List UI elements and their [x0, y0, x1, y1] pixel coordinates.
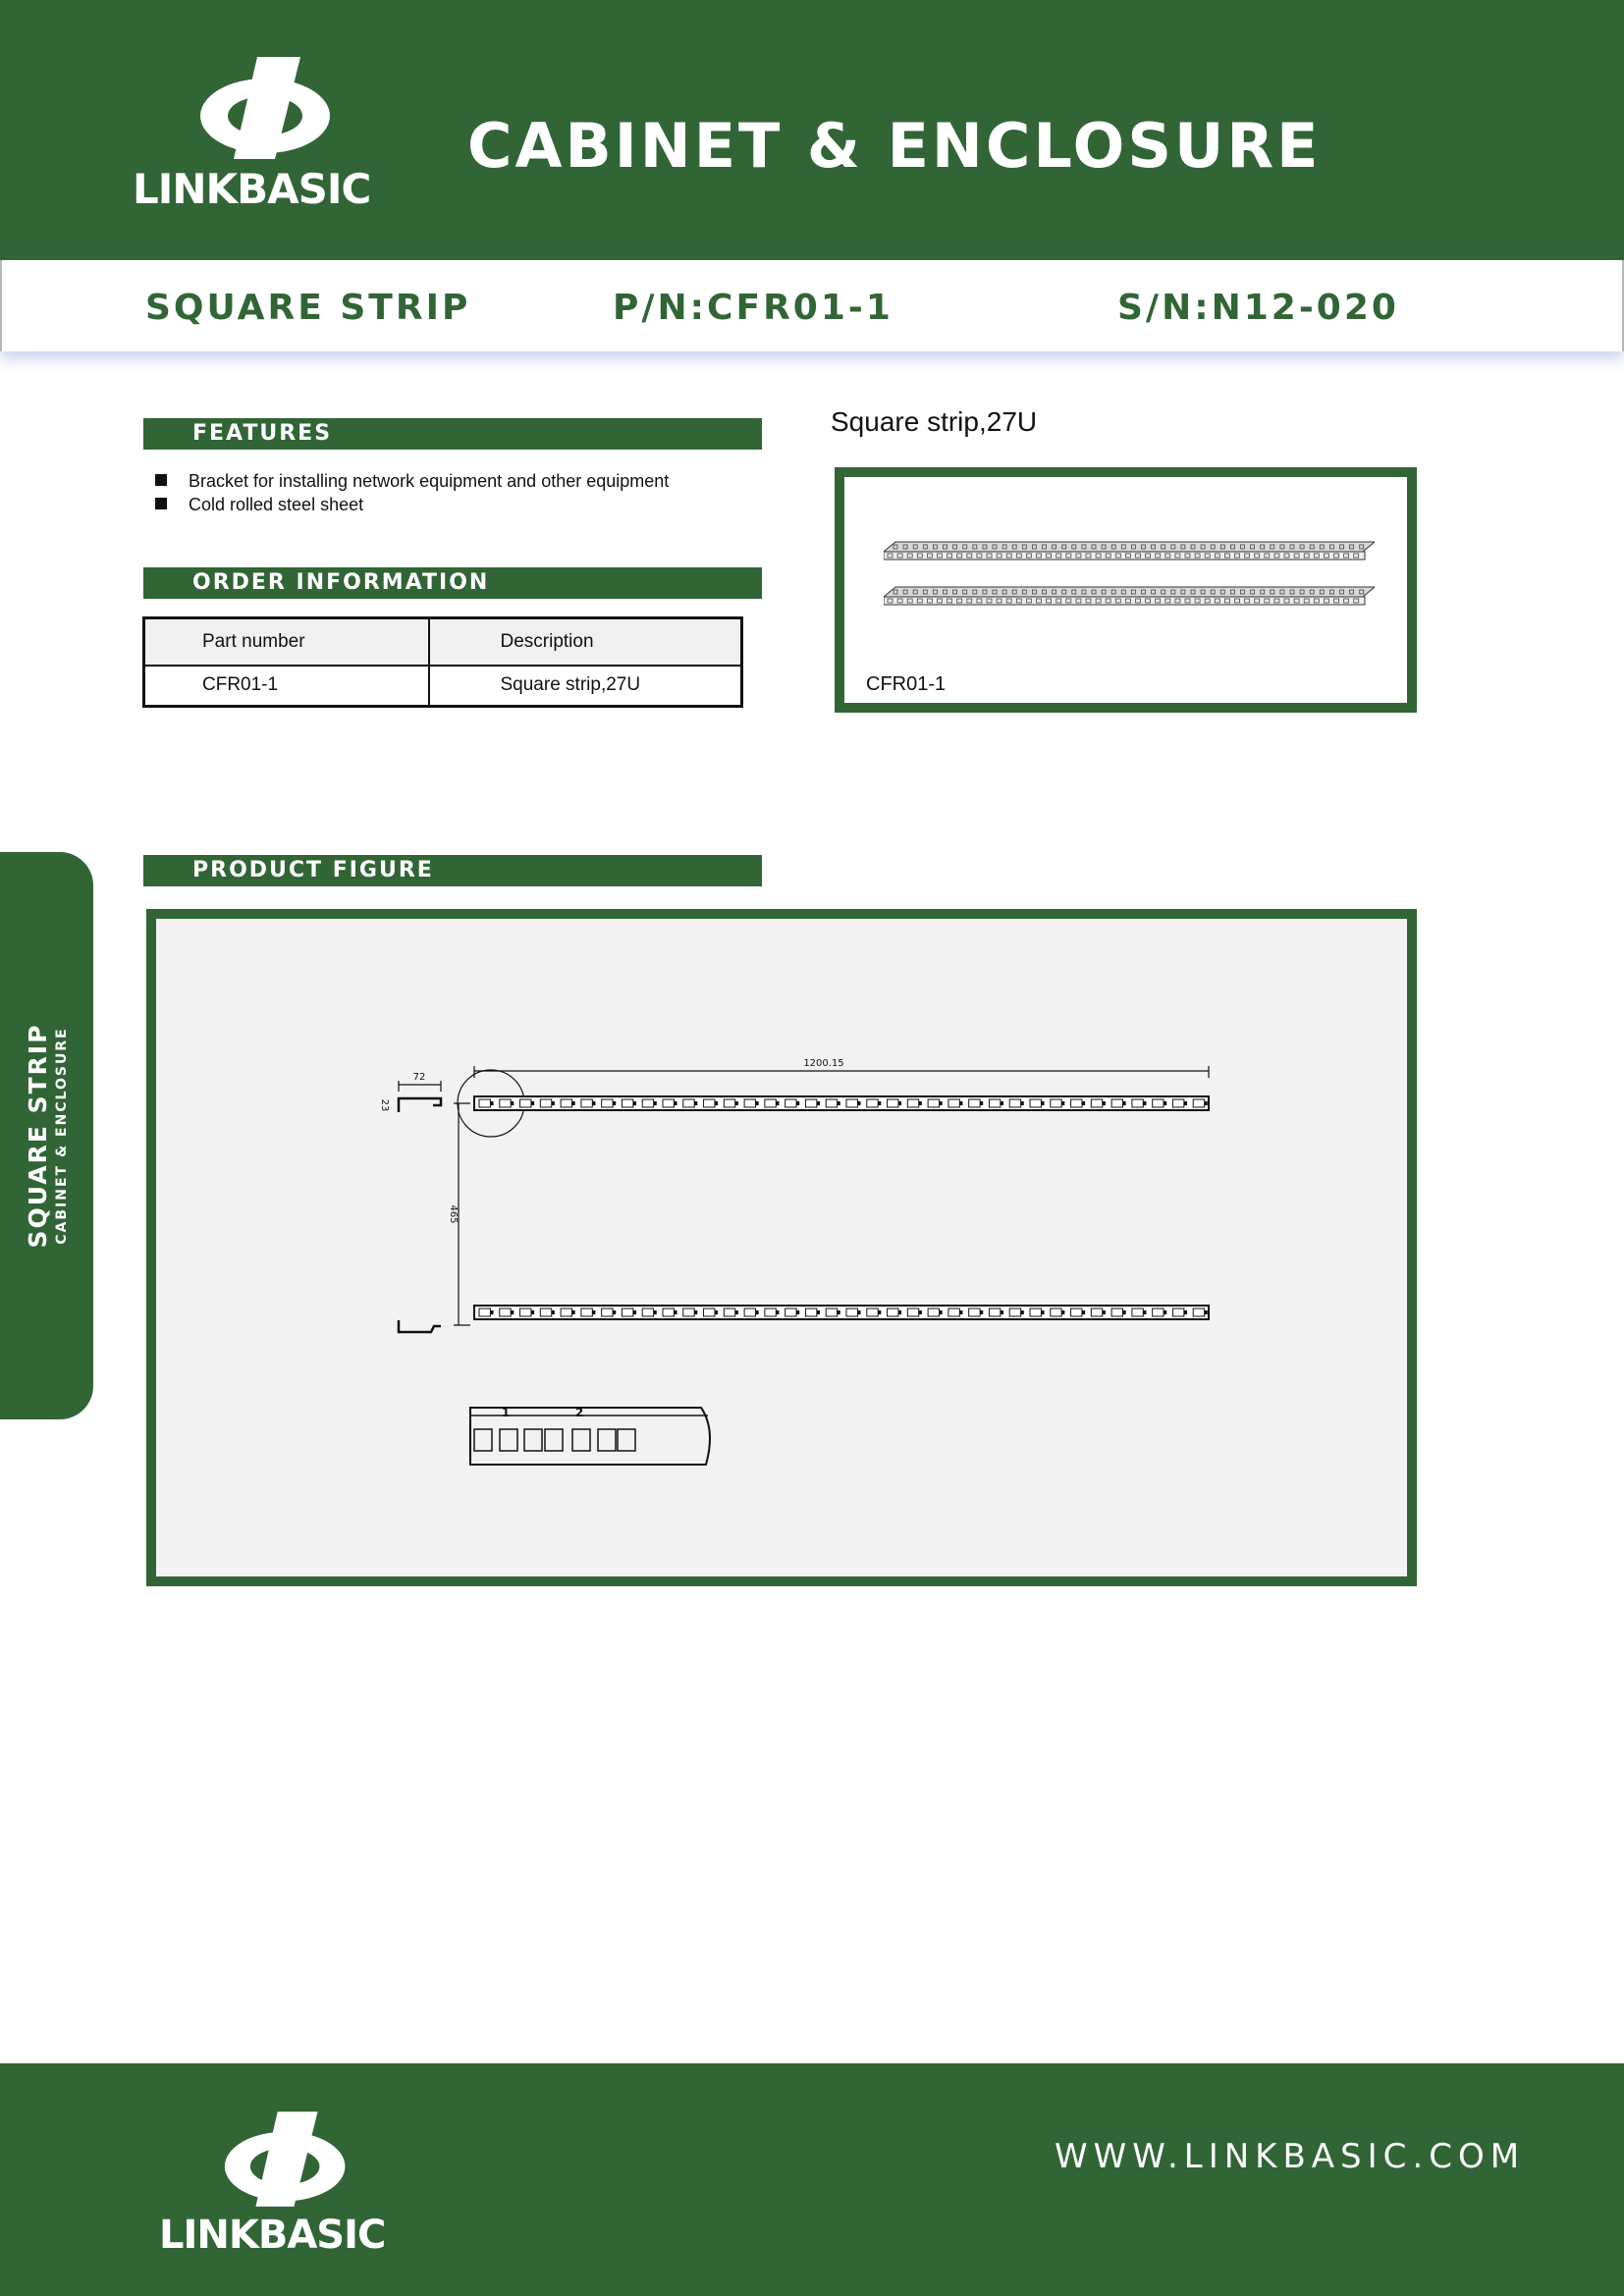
square-bullet-icon	[155, 498, 167, 509]
punch-hole-detail	[474, 1429, 492, 1451]
product-photo-frame	[835, 467, 1417, 713]
linkbasic-logo	[133, 57, 393, 213]
product-id-band	[0, 260, 1624, 351]
table-cell: CFR01-1	[144, 666, 429, 707]
linkbasic-logo	[159, 2110, 405, 2258]
table-header-row	[144, 618, 742, 666]
spacing-dimension-label: 465	[448, 1204, 459, 1224]
side-tab-title: SQUARE STRIP	[23, 1023, 52, 1249]
punched-strip-drawing	[474, 1096, 1209, 1110]
page-title: CABINET & ENCLOSURE	[467, 110, 1322, 182]
depth-dimension-label: 23	[379, 1098, 390, 1112]
table-cell: Square strip,27U	[429, 666, 742, 707]
punch-hole-detail	[618, 1429, 635, 1451]
side-tab	[0, 852, 93, 1419]
part-number: P/N:CFR01-1	[613, 288, 893, 328]
detail-label: 2	[574, 1406, 584, 1419]
punched-strip-drawing	[474, 1306, 1209, 1319]
column-header: Description	[429, 618, 742, 666]
page-header	[0, 0, 1624, 260]
square-strip-photo	[884, 536, 1375, 654]
product-figure-frame	[146, 909, 1417, 1586]
logo-wordmark: LINKBASIC	[159, 2213, 386, 2258]
product-name: SQUARE STRIP	[145, 288, 471, 328]
side-tab-subtitle: CABINET & ENCLOSURE	[53, 1027, 70, 1245]
strip-photo-bar	[884, 542, 1375, 560]
width-dimension-label: 72	[412, 1072, 426, 1083]
length-dimension-label: 1200.15	[803, 1058, 844, 1069]
column-header: Part number	[144, 618, 429, 666]
features-heading: FEATURES	[143, 418, 762, 450]
logo-wordmark: LINKBASIC	[133, 165, 371, 213]
logo-mark-icon	[198, 57, 336, 160]
punch-hole-detail	[572, 1429, 590, 1451]
feature-item: Cold rolled steel sheet	[155, 493, 669, 516]
product-photo-caption: CFR01-1	[866, 673, 947, 695]
logo-mark-icon	[223, 2110, 351, 2209]
product-figure-heading: PRODUCT FIGURE	[143, 855, 762, 886]
punch-hole-detail	[545, 1429, 563, 1451]
strip-photo-bar	[884, 587, 1375, 605]
feature-item: Bracket for installing network equipment and other equipment	[155, 469, 669, 493]
features-list	[155, 469, 669, 516]
order-table	[142, 616, 743, 708]
page-footer	[0, 2063, 1624, 2296]
product-photo-title: Square strip,27U	[831, 406, 1038, 437]
order-information-heading: ORDER INFORMATION	[143, 567, 762, 599]
punch-hole-detail	[500, 1429, 517, 1451]
square-bullet-icon	[155, 474, 167, 486]
website-url: WWW.LINKBASIC.COM	[1055, 2137, 1526, 2176]
detail-label: 1	[501, 1406, 511, 1419]
technical-drawing	[156, 919, 1407, 1576]
table-row	[144, 666, 742, 707]
serial-number: S/N:N12-020	[1117, 288, 1399, 328]
punch-hole-detail	[598, 1429, 616, 1451]
punch-hole-detail	[524, 1429, 542, 1451]
